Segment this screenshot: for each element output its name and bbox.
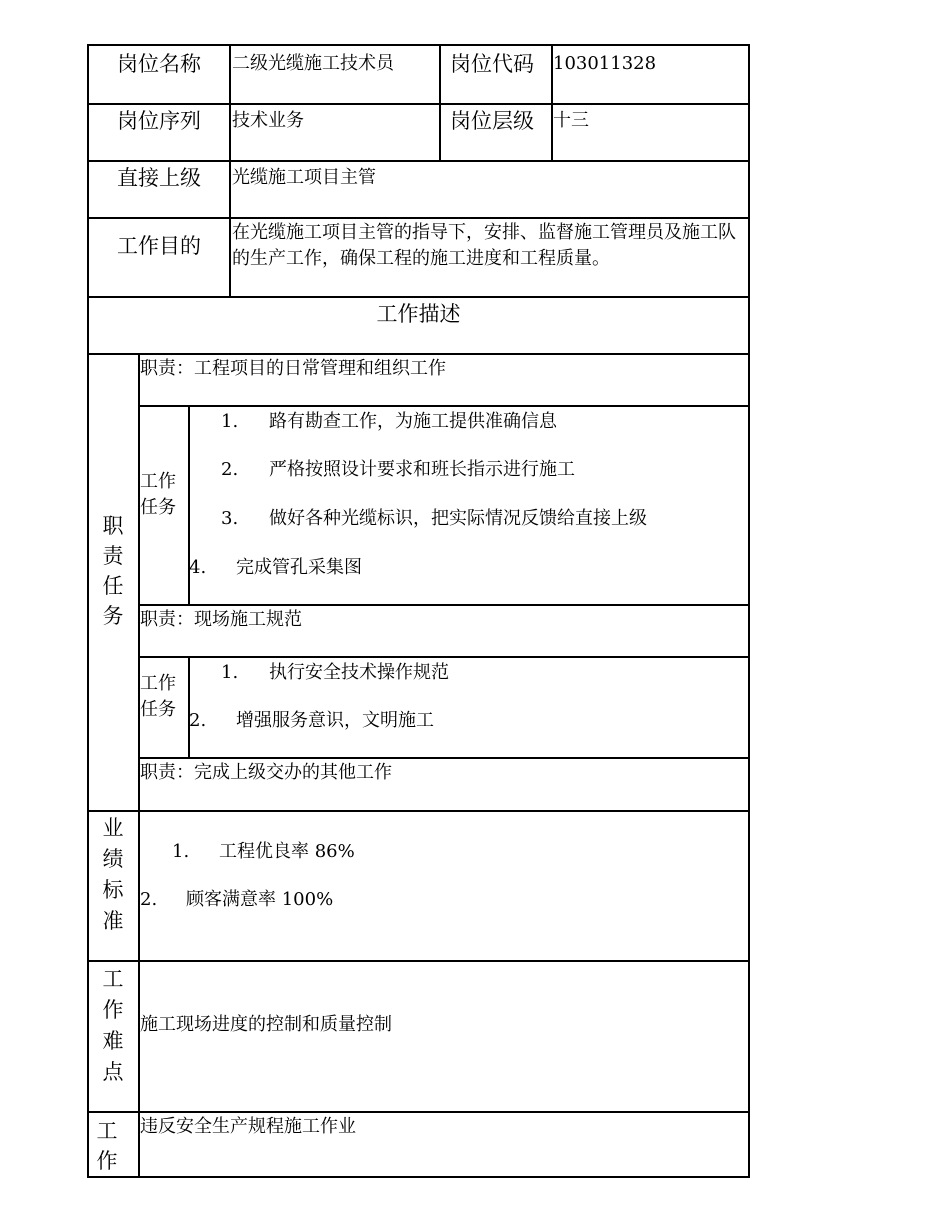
position-name-label: 岗位名称 — [117, 52, 201, 76]
position-series-label: 岗位序列 — [117, 109, 201, 133]
side-char: 职 — [102, 514, 124, 538]
side-char: 任 — [102, 574, 124, 598]
task-label-2b: 任务 — [140, 699, 176, 720]
position-level-value: 十三 — [553, 110, 589, 131]
last-char: 工 — [96, 1119, 118, 1143]
work-purpose-label: 工作目的 — [117, 234, 201, 258]
duty-1-task-3-num: 3. — [221, 508, 239, 529]
duty-3-text: 职责：完成上级交办的其他工作 — [140, 762, 392, 783]
perf-char: 业 — [102, 816, 124, 840]
last-char: 作 — [96, 1149, 118, 1173]
task-label-1b: 任务 — [140, 497, 176, 518]
performance-1-num: 1. — [172, 841, 190, 862]
diff-char: 点 — [102, 1060, 124, 1084]
diff-char: 作 — [102, 998, 124, 1022]
task-label-1a: 工作 — [140, 471, 176, 492]
side-char: 责 — [102, 544, 124, 568]
duty-2-text: 职责：现场施工规范 — [140, 609, 302, 630]
position-series-value: 技术业务 — [232, 110, 304, 131]
duty-1-task-2-text: 严格按照设计要求和班长指示进行施工 — [269, 459, 575, 480]
position-name-value: 二级光缆施工技术员 — [232, 53, 394, 74]
duty-1-task-1-num: 1. — [221, 411, 239, 432]
duty-2-task-2-text: 增强服务意识，文明施工 — [236, 710, 434, 731]
position-level-label: 岗位层级 — [450, 109, 534, 133]
perf-char: 标 — [102, 878, 124, 902]
diff-char: 难 — [102, 1029, 124, 1053]
performance-2-text: 顾客满意率 100% — [186, 889, 334, 910]
work-description-title: 工作描述 — [376, 302, 461, 326]
performance-1-text: 工程优良率 86% — [219, 841, 355, 862]
side-char: 务 — [102, 604, 124, 628]
duty-2-task-1-num: 1. — [221, 662, 239, 683]
perf-char: 准 — [102, 909, 124, 933]
task-label-2a: 工作 — [140, 673, 176, 694]
duty-1-task-1-text: 路有勘查工作，为施工提供准确信息 — [269, 411, 557, 432]
duty-1-task-4-num: 4. — [189, 557, 207, 578]
work-purpose-value: 在光缆施工项目主管的指导下，安排、监督施工管理员及施工队的生产工作，确保工程的施工进度和工程质量。 — [232, 222, 736, 269]
duty-1-task-3-text: 做好各种光缆标识，把实际情况反馈给直接上级 — [269, 508, 647, 529]
position-code-label: 岗位代码 — [450, 52, 534, 76]
diff-char: 工 — [102, 967, 124, 991]
position-code-value: 103011328 — [553, 53, 657, 74]
difficulty-text: 施工现场进度的控制和质量控制 — [140, 1014, 392, 1035]
duty-1-text: 职责：工程项目的日常管理和组织工作 — [140, 358, 446, 379]
duty-1-task-4-text: 完成管孔采集图 — [236, 557, 362, 578]
duty-2-task-2-num: 2. — [189, 710, 207, 731]
direct-superior-label: 直接上级 — [117, 166, 201, 190]
duty-1-task-2-num: 2. — [221, 459, 239, 480]
performance-2-num: 2. — [140, 889, 158, 910]
perf-char: 绩 — [102, 847, 124, 871]
direct-superior-value: 光缆施工项目主管 — [232, 167, 376, 188]
last-section-text: 违反安全生产规程施工作业 — [140, 1116, 356, 1137]
duty-2-task-1-text: 执行安全技术操作规范 — [269, 662, 449, 683]
